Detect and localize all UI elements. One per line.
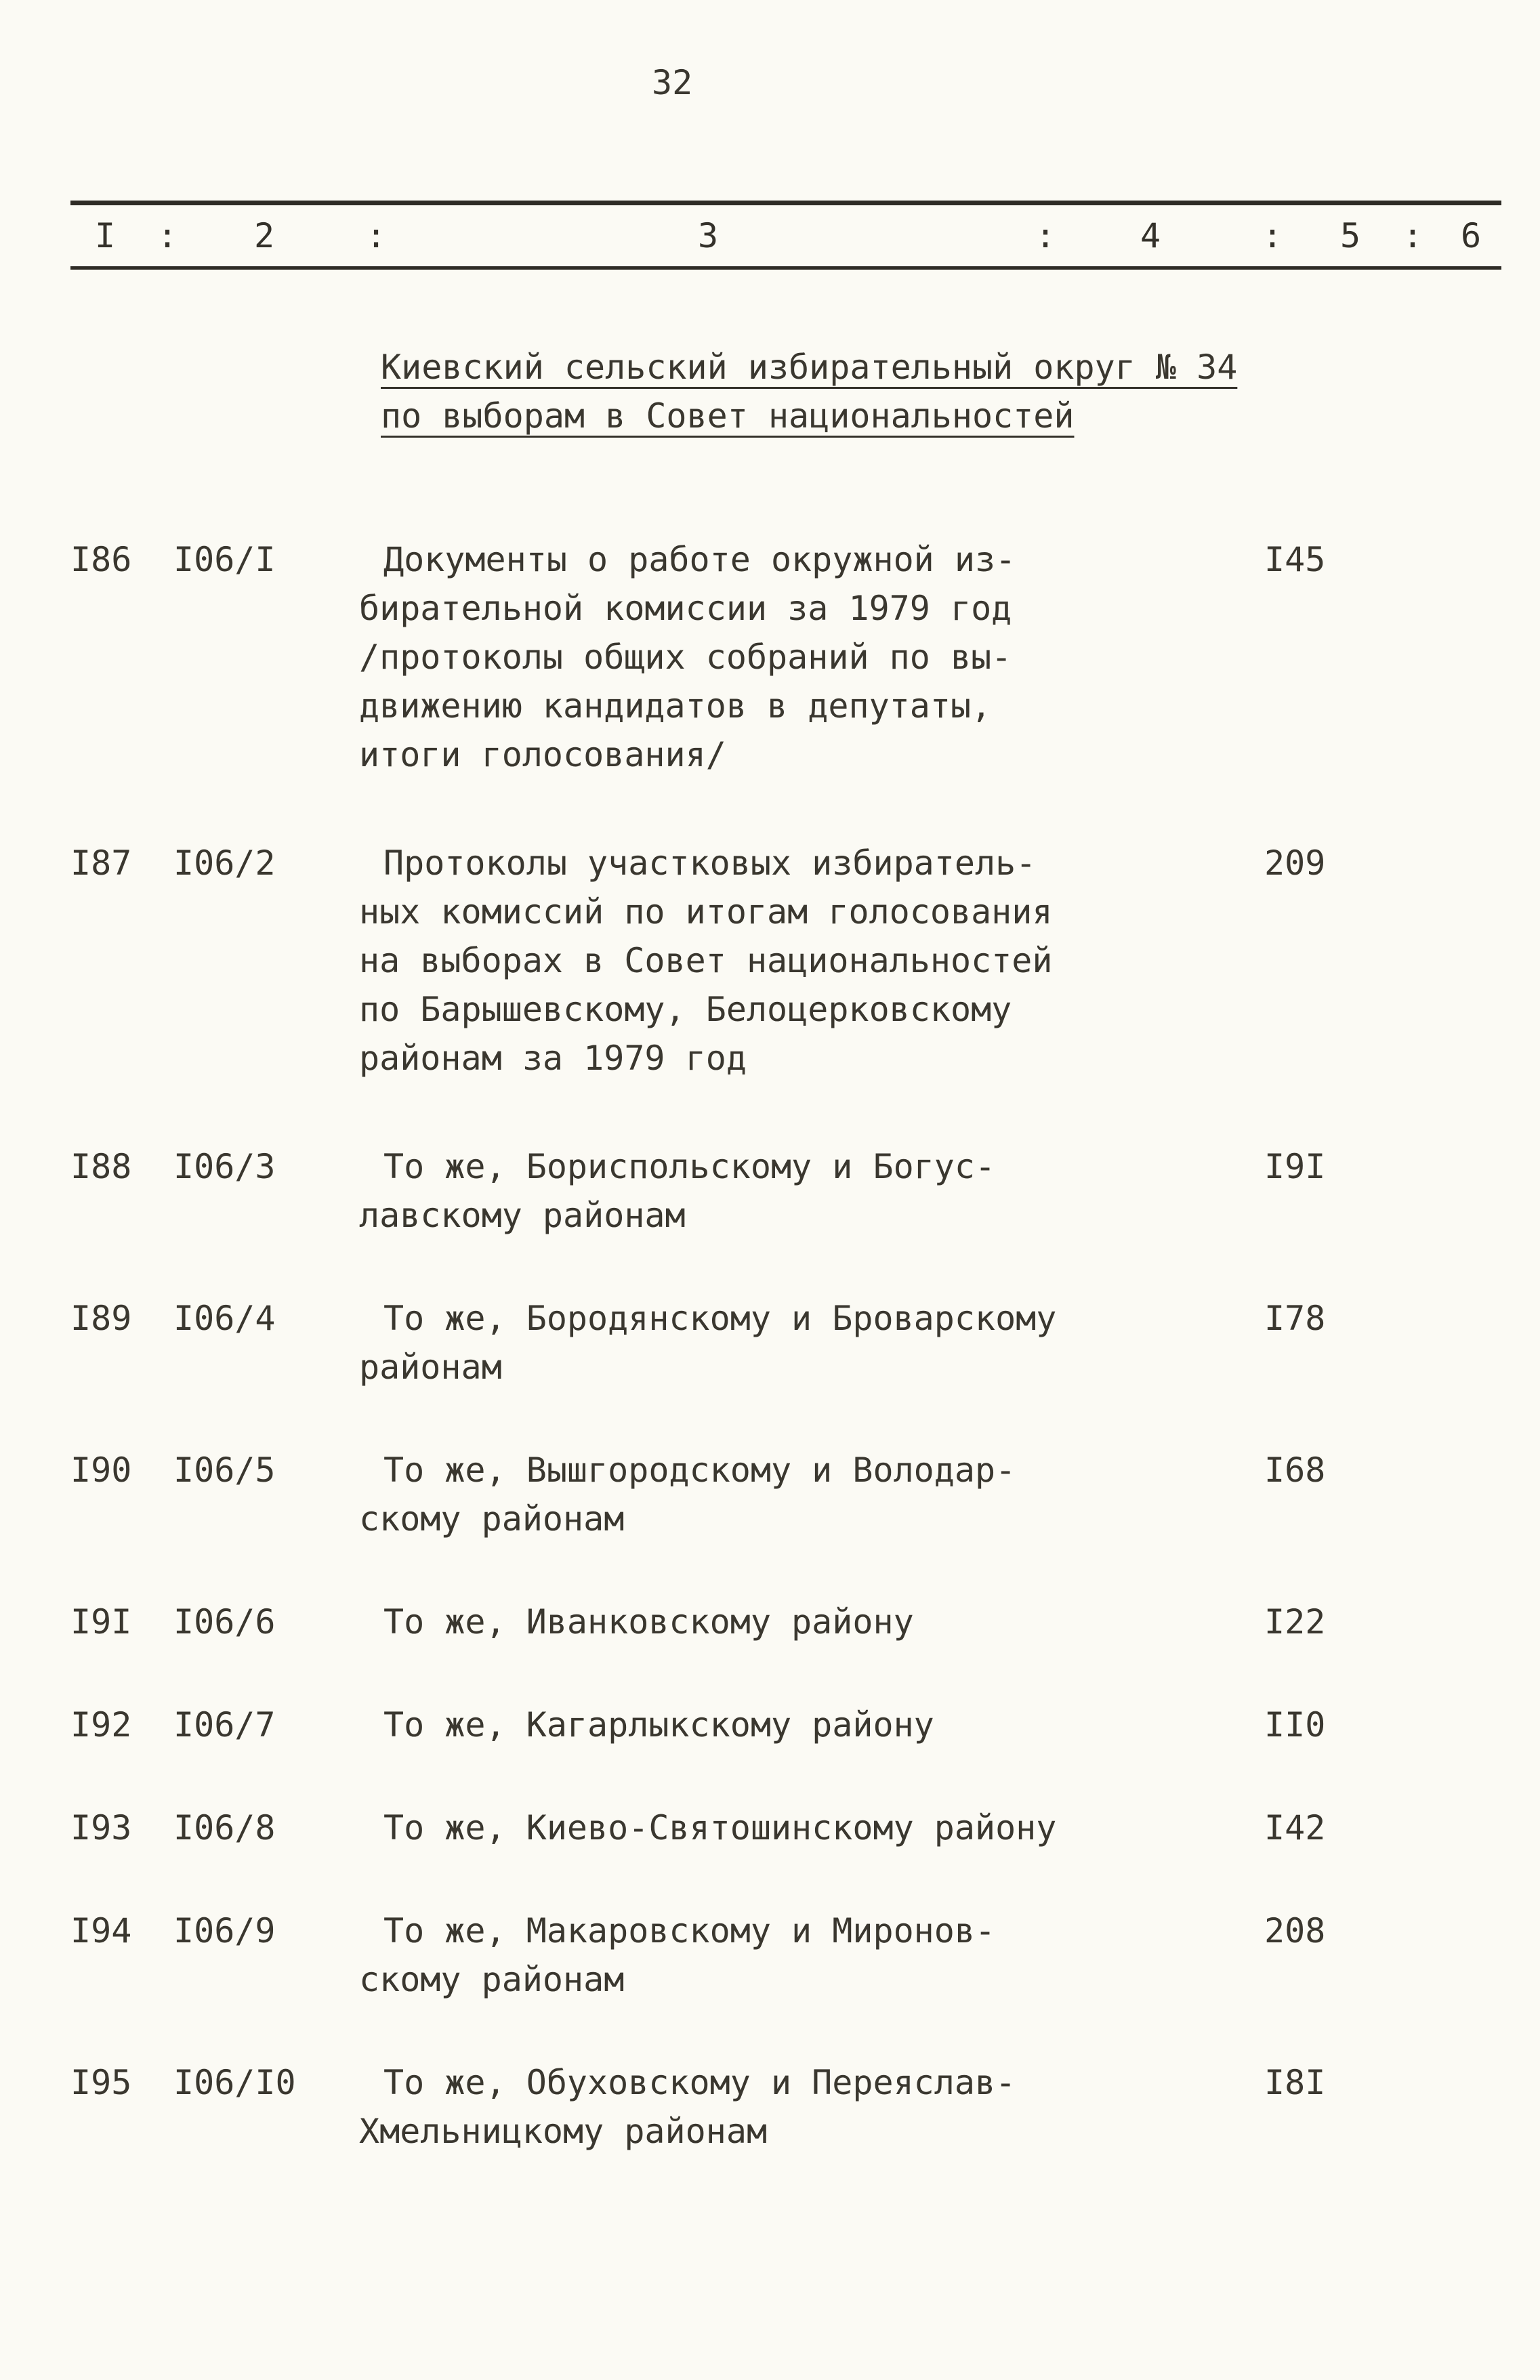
description-line: лавскому районам [359, 1196, 686, 1235]
entry-description [359, 2058, 1247, 2156]
section-title-line: Киевский сельский избирательный округ № 34 [381, 348, 1238, 387]
description-line: на выборах в Совет национальностей [359, 941, 1053, 980]
column-separator: : [1262, 216, 1283, 255]
entry-number: I87 [70, 843, 132, 883]
description-line: движению кандидатов в депутаты, [359, 686, 992, 726]
page-number: 32 [652, 63, 693, 102]
column-header-6: 6 [1461, 216, 1482, 255]
column-header-5: 5 [1340, 216, 1361, 255]
entry-number: I89 [70, 1299, 132, 1338]
entry-code: I06/9 [173, 1911, 276, 1950]
description-line: бирательной комиссии за 1979 год [359, 589, 1012, 628]
description-line: /протоколы общих собраний по вы- [359, 638, 1012, 677]
description-line: То же, Бориспольскому и Богус- [383, 1147, 996, 1186]
entry-description [359, 1906, 1247, 2004]
description-line: Документы о работе окружной из- [383, 540, 1016, 579]
entry-number: I92 [70, 1705, 132, 1745]
table-row [0, 1142, 1540, 1240]
entry-code: I06/I [173, 540, 276, 579]
entry-description [359, 1700, 1247, 1749]
entry-code: I06/3 [173, 1147, 276, 1186]
entry-page-count: 208 [1264, 1911, 1326, 1950]
description-line: То же, Иванковскому району [383, 1602, 914, 1642]
column-separator: : [157, 216, 178, 255]
table-row [0, 1700, 1540, 1749]
table-row [0, 839, 1540, 1083]
entry-code: I06/4 [173, 1299, 276, 1338]
table-row [0, 1803, 1540, 1852]
description-line: ных комиссий по итогам голосования [359, 892, 1053, 932]
description-line: скому районам [359, 1499, 625, 1539]
entry-number: I94 [70, 1911, 132, 1950]
entry-code: I06/5 [173, 1450, 276, 1490]
column-header-3: 3 [698, 216, 719, 255]
entry-page-count: 209 [1264, 843, 1326, 883]
table-row [0, 2058, 1540, 2156]
column-header-1: I [95, 216, 116, 255]
description-line: То же, Макаровскому и Миронов- [383, 1911, 996, 1950]
entry-page-count: II0 [1264, 1705, 1326, 1745]
description-line: районам [359, 1348, 502, 1387]
table-row [0, 1906, 1540, 2004]
entry-description [359, 1598, 1247, 1646]
entry-description [359, 1294, 1247, 1392]
entry-description [359, 1142, 1247, 1240]
table-row [0, 535, 1540, 779]
description-line: То же, Обуховскому и Переяслав- [383, 2063, 1016, 2102]
entry-code: I06/2 [173, 843, 276, 883]
entry-number: I9I [70, 1602, 132, 1642]
description-line: То же, Бородянскому и Броварскому [383, 1299, 1057, 1338]
section-title-line: по выборам в Совет национальностей [381, 396, 1075, 436]
table-header-rule-bottom [70, 266, 1501, 270]
entry-page-count: I68 [1264, 1450, 1326, 1490]
description-line: Хмельницкому районам [359, 2112, 768, 2151]
description-line: То же, Киево-Святошинскому району [383, 1808, 1057, 1847]
description-line: скому районам [359, 1960, 625, 1999]
entry-number: I95 [70, 2063, 132, 2102]
column-separator: : [366, 216, 387, 255]
description-line: итоги голосования/ [359, 735, 726, 774]
entry-number: I93 [70, 1808, 132, 1847]
entry-number: I88 [70, 1147, 132, 1186]
entry-code: I06/7 [173, 1705, 276, 1745]
description-line: То же, Вышгородскому и Володар- [383, 1450, 1016, 1490]
entry-description [359, 1803, 1247, 1852]
entry-code: I06/6 [173, 1602, 276, 1642]
section-title [381, 343, 1237, 440]
description-line: по Барышевскому, Белоцерковскому [359, 990, 1012, 1029]
entry-description [359, 535, 1247, 779]
description-line: Протоколы участковых избиратель- [383, 843, 1037, 883]
entry-page-count: I9I [1264, 1147, 1326, 1186]
description-line: То же, Кагарлыкскому району [383, 1705, 934, 1745]
entry-number: I90 [70, 1450, 132, 1490]
table-row [0, 1446, 1540, 1543]
column-header-4: 4 [1140, 216, 1161, 255]
description-line: районам за 1979 год [359, 1039, 747, 1078]
inventory-list [0, 535, 1540, 2210]
entry-page-count: I78 [1264, 1299, 1326, 1338]
column-separator: : [1402, 216, 1423, 255]
entry-description [359, 1446, 1247, 1543]
table-row [0, 1294, 1540, 1392]
column-separator: : [1035, 216, 1056, 255]
column-header-2: 2 [254, 216, 275, 255]
entry-code: I06/8 [173, 1808, 276, 1847]
entry-page-count: I8I [1264, 2063, 1326, 2102]
entry-page-count: I45 [1264, 540, 1326, 579]
entry-page-count: I22 [1264, 1602, 1326, 1642]
entry-code: I06/I0 [173, 2063, 296, 2102]
table-row [0, 1598, 1540, 1646]
entry-page-count: I42 [1264, 1808, 1326, 1847]
table-header-rule-top [70, 201, 1501, 205]
entry-description [359, 839, 1247, 1083]
entry-number: I86 [70, 540, 132, 579]
